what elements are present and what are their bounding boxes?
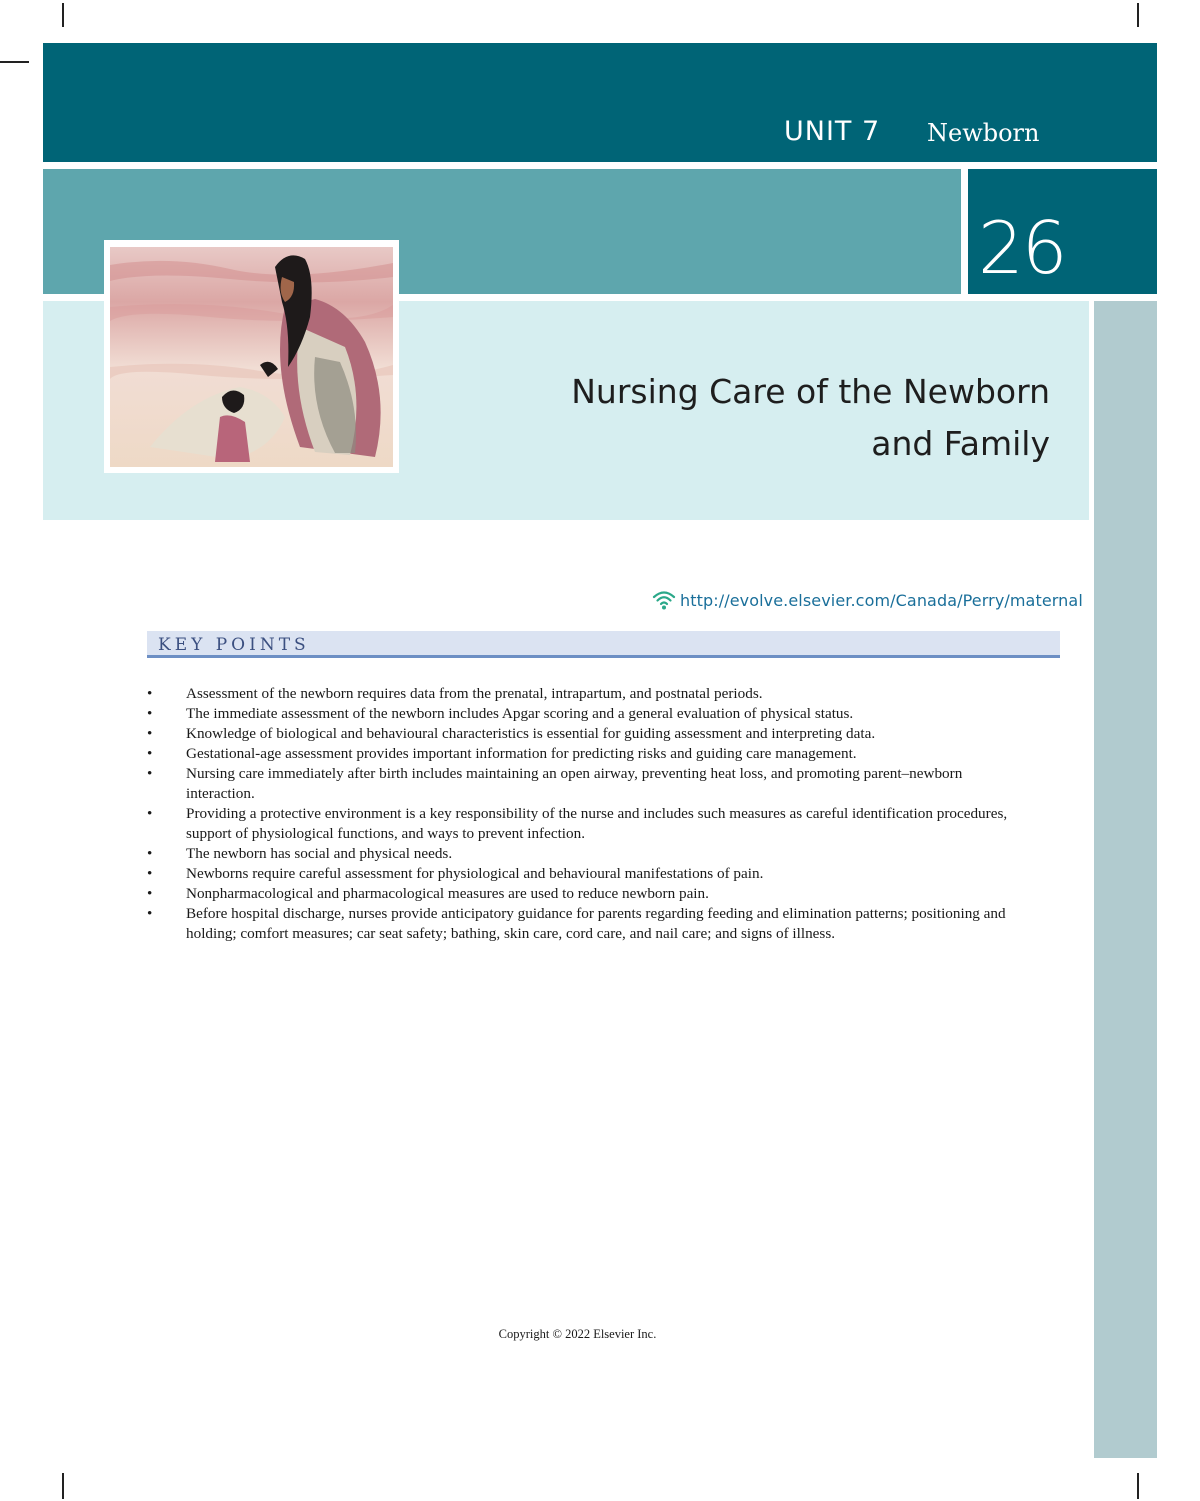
- crop-mark: [0, 61, 29, 63]
- key-point-item: • Knowledge of biological and behavioural characteristics is essential for guiding assessment and interpreting data.: [146, 724, 1016, 744]
- crop-mark: [1137, 1473, 1139, 1499]
- side-strip: [1094, 301, 1157, 1458]
- chapter-title-line-2: and Family: [871, 424, 1050, 463]
- key-point-item: • Assessment of the newborn requires data from the prenatal, intrapartum, and postnatal periods.: [146, 684, 1016, 704]
- key-points-heading: KEY POINTS: [158, 635, 310, 655]
- key-point-item: • Nonpharmacological and pharmacological measures are used to reduce newborn pain.: [146, 884, 1016, 904]
- crop-mark: [62, 1473, 64, 1499]
- chapter-title-line-1: Nursing Care of the Newborn: [571, 372, 1050, 411]
- evolve-url-link[interactable]: http://evolve.elsevier.com/Canada/Perry/maternal: [680, 590, 1083, 610]
- chapter-artwork: [110, 247, 393, 467]
- key-point-item: • Before hospital discharge, nurses provide anticipatory guidance for parents regarding feeding and elimination patterns; positioning and holding; comfort measures; car seat safety; bathing, skin care, cord care, and nail care; and signs of illness.: [146, 904, 1016, 944]
- crop-mark: [62, 3, 64, 27]
- chapter-title: [500, 366, 1050, 470]
- wifi-icon: [652, 589, 676, 611]
- key-point-item: • Providing a protective environment is a key responsibility of the nurse and includes such measures as careful identification procedures, support of physiological functions, and ways to prevent infection.: [146, 804, 1016, 844]
- copyright-notice: Copyright © 2022 Elsevier Inc.: [498, 1327, 657, 1341]
- unit-name: Newborn: [927, 119, 1040, 147]
- chapter-number: 26: [978, 206, 1066, 290]
- key-point-item: • Gestational-age assessment provides important information for predicting risks and guiding care management.: [146, 744, 1016, 764]
- unit-label: UNIT 7: [784, 116, 881, 147]
- key-point-item: • Newborns require careful assessment for physiological and behavioural manifestations of pain.: [146, 864, 1016, 884]
- key-point-item: • Nursing care immediately after birth includes maintaining an open airway, preventing heat loss, and promoting parent–newborn interaction.: [146, 764, 1016, 804]
- key-point-item: • The newborn has social and physical needs.: [146, 844, 1016, 864]
- key-points-header: [147, 631, 1060, 658]
- key-point-item: • The immediate assessment of the newborn includes Apgar scoring and a general evaluation of physical status.: [146, 704, 1016, 724]
- evolve-link-row[interactable]: [652, 589, 1083, 611]
- key-points-list: [146, 684, 1016, 944]
- crop-mark: [1137, 3, 1139, 27]
